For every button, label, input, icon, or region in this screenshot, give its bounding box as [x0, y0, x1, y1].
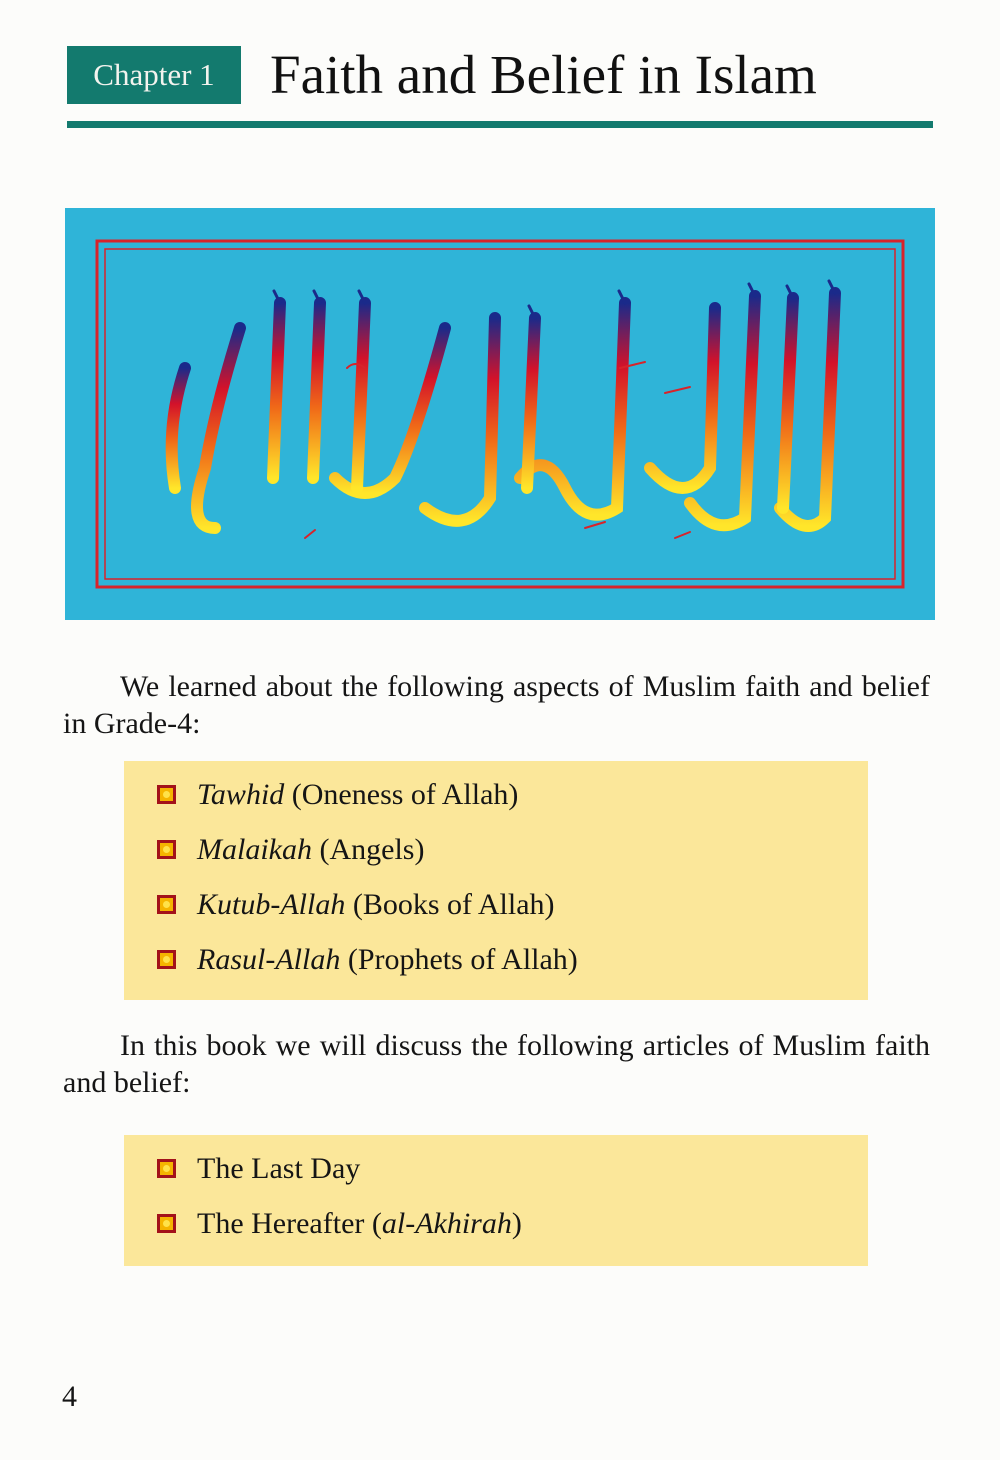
chapter-badge — [67, 46, 241, 104]
intro-paragraph: We learned about the following aspects of Muslim faith and belief in Grade-4: — [63, 670, 930, 740]
upcoming-topics-box — [124, 1135, 868, 1266]
list-item-term: Tawhid — [197, 778, 285, 811]
list-item — [124, 775, 868, 830]
chapter-label: Chapter 1 — [93, 57, 215, 92]
list-item-text: The Last Day — [197, 1152, 361, 1185]
calligraphy-image — [65, 208, 935, 620]
list-item — [124, 1149, 868, 1204]
list-item: The Hereafter (al-Akhirah) — [124, 1204, 868, 1259]
list-item — [124, 885, 868, 940]
page-title: Faith and Belief in Islam — [270, 44, 817, 105]
list-item-term: Malaikah — [197, 833, 312, 866]
list-item-term: Rasul-Allah — [197, 943, 341, 976]
square-bullet-icon — [157, 895, 176, 914]
page-number: 4 — [62, 1380, 77, 1413]
square-bullet-icon — [157, 1159, 176, 1178]
square-bullet-icon — [157, 840, 176, 859]
learned-topics-box — [124, 761, 868, 1000]
learned-topics-list — [124, 761, 868, 995]
second-paragraph: In this book we will discuss the following articles of Muslim faith and belief: — [63, 1029, 930, 1099]
list-item-meaning: (Angels) — [319, 833, 425, 866]
list-item — [124, 830, 868, 885]
list-item-meaning: (Books of Allah) — [352, 888, 555, 921]
list-item-meaning: (Oneness of Allah) — [291, 778, 519, 811]
list-item-text: The Hereafter — [197, 1207, 372, 1240]
list-item-term: Kutub-Allah — [197, 888, 346, 921]
calligraphy-artwork — [65, 208, 935, 620]
list-item-meaning: (Prophets of Allah) — [347, 943, 578, 976]
upcoming-topics-list — [124, 1135, 868, 1259]
square-bullet-icon — [157, 1214, 176, 1233]
square-bullet-icon — [157, 950, 176, 969]
list-item-term: al-Akhirah — [381, 1207, 512, 1240]
list-item — [124, 940, 868, 995]
square-bullet-icon — [157, 785, 176, 804]
title-divider — [67, 121, 933, 128]
